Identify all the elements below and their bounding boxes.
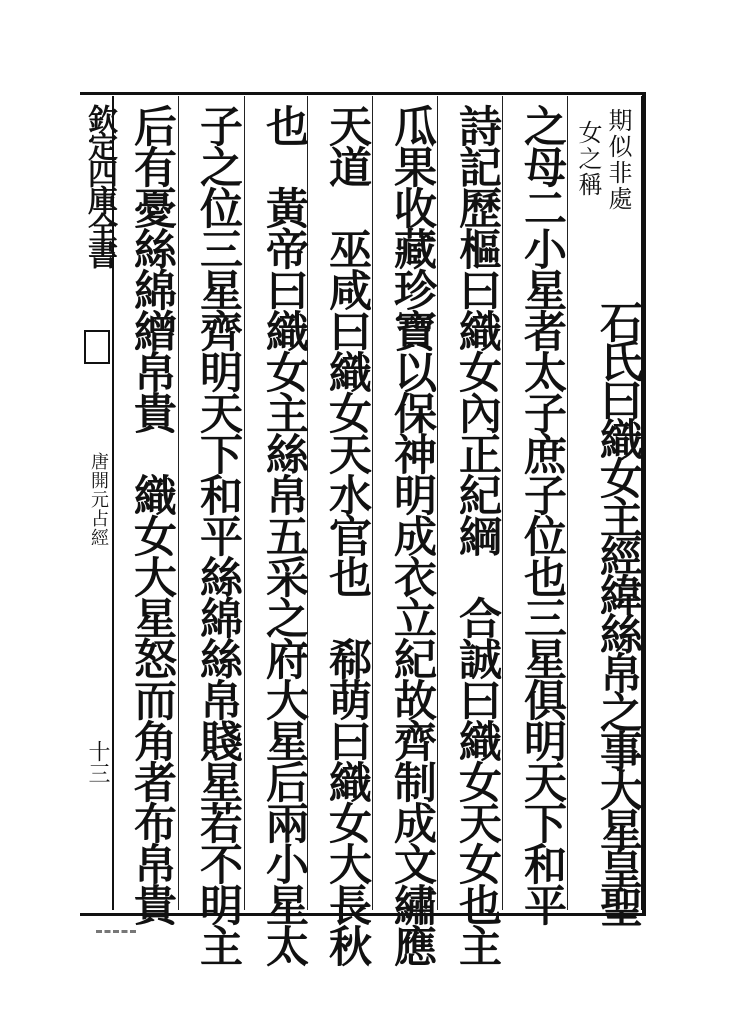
folio-number: 十三 xyxy=(85,740,110,784)
annotation-line-1: 期似非處 xyxy=(604,108,632,212)
annotation-line-2: 女之稱 xyxy=(574,120,602,198)
spine-title: 欽定四庫全書 xyxy=(82,104,117,266)
text-column-4: 瓜果收藏珍寶以保神明成衣立紀故齊制成文繡應 xyxy=(387,104,437,965)
spine-marker xyxy=(84,330,110,364)
text-column-5: 天道 巫咸曰織女天水官也 郗萌曰織女大長秋 xyxy=(322,104,372,965)
text-column-2: 之母二小星者太子庶子位也三星俱明天下和平 xyxy=(517,104,567,924)
spine-book-name: 唐開元占經 xyxy=(88,452,109,547)
bottom-mark xyxy=(96,930,136,939)
text-column-1: 石氏曰織女主經緯絲帛之事大星皇聖 xyxy=(593,300,643,924)
text-column-8: 后有憂絲綿繒帛貴 織女大星怒而角者布帛貴 xyxy=(127,104,177,924)
text-column-6: 也 黃帝曰織女主絲帛五采之府大星后兩小星太 xyxy=(259,104,309,965)
text-column-3: 詩記歷樞曰織女內正紀綱 合誠曰織女天女也主 xyxy=(452,104,502,965)
text-column-7: 子之位三星齊明天下和平絲綿絲帛賤星若不明主 xyxy=(193,104,243,965)
